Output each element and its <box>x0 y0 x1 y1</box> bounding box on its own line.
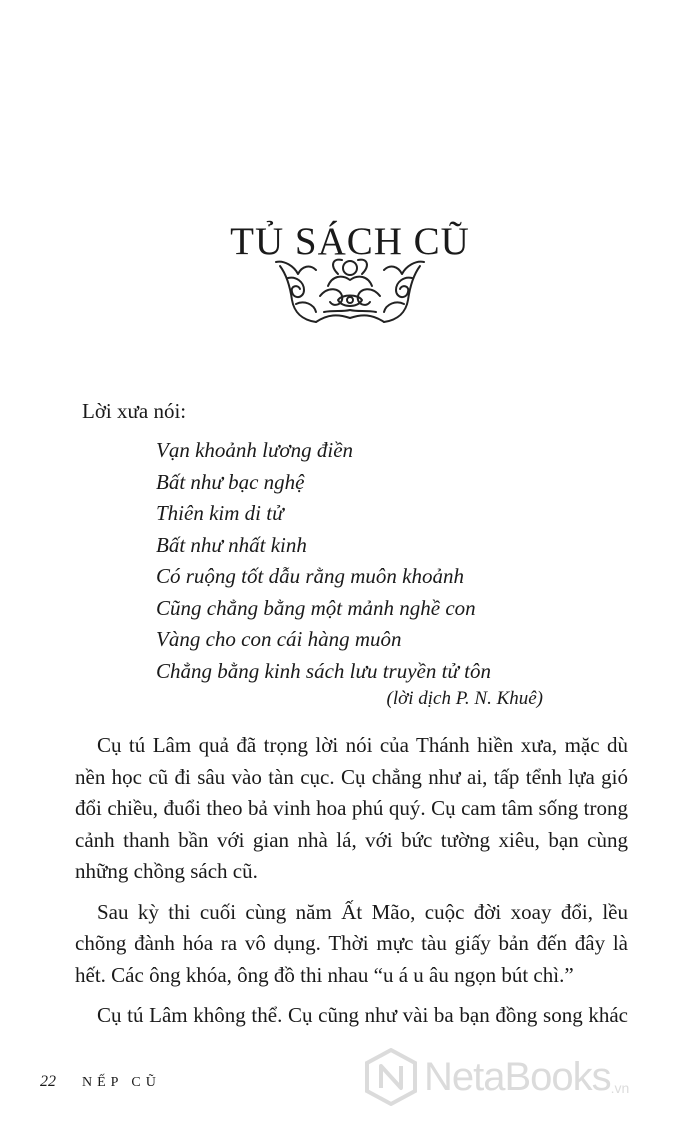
poem-line: Có ruộng tốt dẫu rằng muôn khoảnh <box>156 564 465 588</box>
poem-line: Bất như nhất kinh <box>156 532 307 557</box>
paragraph <box>75 1000 628 1032</box>
body-text <box>75 730 628 1041</box>
lotus-cloud-ornament-icon <box>272 256 428 326</box>
running-title: NẾP CŨ <box>82 1075 161 1090</box>
text-line: cảnh thanh bần với gian nhà lá, với bức tường xiêu, bạn cùng <box>75 827 628 852</box>
poem-line: Cũng chẳng bằng một mảnh nghề con <box>156 595 476 620</box>
watermark-suffix: .vn <box>610 1080 630 1096</box>
paragraph <box>75 730 628 888</box>
text-line: đành hóa ra vô dụng. Thời mực tàu giấy bản đến đây là hết. Các <box>75 931 628 987</box>
text-line: Sau kỳ thi cuối cùng năm Ất Mão, cuộc đời xoay đổi, lều chõng <box>75 899 628 955</box>
chapter-title: TỦ SÁCH CŨ <box>230 220 470 264</box>
poem-line: Vạn khoảnh lương điền <box>156 438 354 462</box>
translator-credit: (lời dịch P. N. Khuê) <box>386 688 543 709</box>
poem-line: Chẳng bằng kinh sách lưu truyền tử tôn <box>156 658 491 683</box>
watermark <box>364 1048 629 1106</box>
text-line: đổi chiều, đuổi theo bả vinh hoa phú quý. Cụ cam tâm sống trong <box>75 796 628 820</box>
text-line: Cụ tú Lâm không thể. Cụ cũng như vài ba bạn đồng song khác <box>97 1003 628 1027</box>
poem-line: Bất như bạc nghệ <box>156 469 305 494</box>
watermark-text: NetaBooks <box>424 1054 611 1099</box>
page-number: 22 <box>40 1073 56 1090</box>
page-footer <box>40 1073 161 1091</box>
poem <box>156 435 491 687</box>
text-line: những chồng sách cũ. <box>75 859 258 883</box>
poem-line: Vàng cho con cái hàng muôn <box>156 627 402 651</box>
poem-line: Thiên kim di tử <box>156 501 284 525</box>
netabooks-logo-icon <box>364 1048 418 1106</box>
text-line: nền học cũ đi sâu vào tàn cục. Cụ chẳng như ai, tấp tểnh lựa gió <box>75 764 628 789</box>
intro-text: Lời xưa nói: <box>82 399 187 423</box>
text-line: ông khóa, ông đồ thi nhau “u á u âu ngọn bút chì.” <box>149 962 574 987</box>
text-line: Cụ tú Lâm quả đã trọng lời nói của Thánh hiền xưa, mặc dù <box>97 733 628 757</box>
paragraph <box>75 897 628 992</box>
